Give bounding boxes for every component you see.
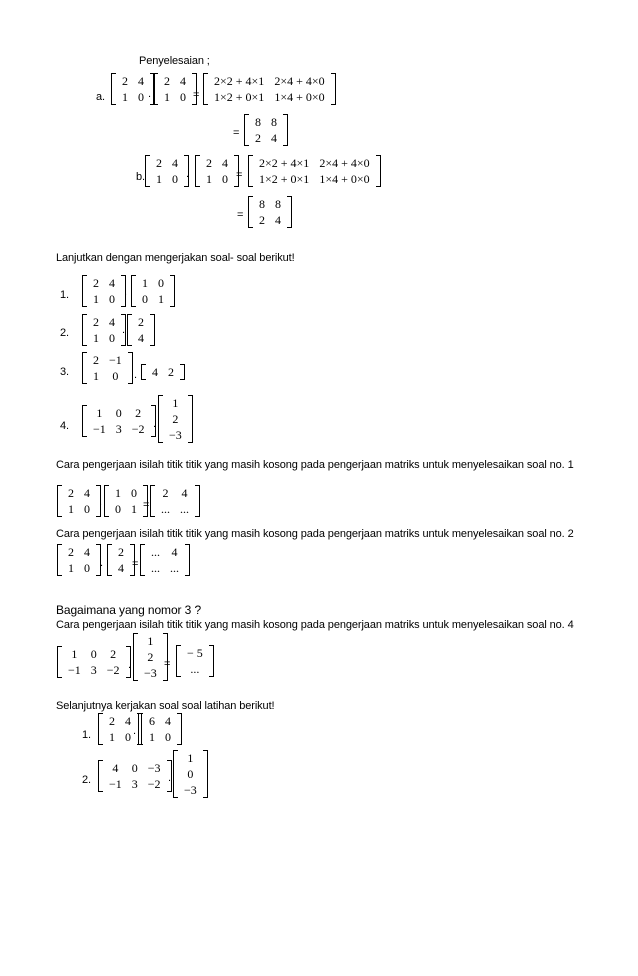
- matrix-cell: 6: [149, 714, 155, 728]
- example-b-matrix-2: [195, 155, 239, 187]
- matrix-table: [147, 364, 179, 380]
- matrix-cell: 4: [180, 74, 186, 88]
- matrix-cell: 2: [168, 365, 174, 379]
- matrix-cell: 2: [93, 276, 99, 290]
- matrix-table: [254, 196, 286, 228]
- matrix-cell: 8: [255, 115, 261, 129]
- matrix-table: [104, 713, 136, 745]
- matrix-cell: 0: [222, 172, 228, 186]
- matrix-cell: 0: [109, 292, 115, 306]
- matrix-cell: 8: [271, 115, 277, 129]
- matrix-cell: 2: [206, 156, 212, 170]
- matrix-table: [110, 485, 142, 517]
- equals-sign: =: [132, 558, 139, 570]
- matrix-cell: 2×4 + 4×0: [319, 156, 370, 170]
- matrix-cell: 4: [165, 714, 171, 728]
- matrix-cell: 1: [142, 276, 148, 290]
- matrix-cell: 0: [125, 730, 131, 744]
- example-a-matrix-2: [153, 73, 200, 105]
- matrix-table: [63, 544, 95, 576]
- matrix-cell: − 5: [187, 646, 203, 660]
- matrix-cell: 1: [172, 396, 179, 410]
- fill-1-matrix-1: [57, 485, 101, 517]
- dot-operator: .: [168, 772, 172, 784]
- matrix-cell: 4: [84, 486, 90, 500]
- matrix-cell: 4: [222, 156, 228, 170]
- example-a-label: a.: [96, 91, 105, 103]
- dot-operator: .: [124, 286, 128, 298]
- matrix-cell: 0: [138, 90, 144, 104]
- matrix-cell: ...: [151, 561, 160, 575]
- practice-2-matrix-2: [173, 750, 208, 798]
- dot-operator: .: [148, 88, 152, 100]
- matrix-cell: 2: [138, 315, 144, 329]
- exercise-1-matrix-2: [131, 275, 175, 307]
- matrix-cell: 0: [115, 406, 122, 420]
- fill-2-matrix-2: [107, 544, 135, 576]
- matrix-cell: 1: [131, 502, 137, 516]
- matrix-cell: 8: [275, 197, 281, 211]
- practice-1-matrix-2: [138, 713, 182, 745]
- matrix-cell: 3: [115, 422, 122, 436]
- matrix-cell: 3: [131, 777, 138, 791]
- matrix-table: [113, 544, 129, 576]
- matrix-cell: 2: [118, 545, 124, 559]
- matrix-cell: 1×2 + 0×1: [214, 90, 265, 104]
- matrix-cell: 1: [115, 486, 121, 500]
- exercise-number: 2.: [60, 327, 69, 339]
- exercise-1-matrix-1: [82, 275, 126, 307]
- matrix-cell: 1: [149, 730, 155, 744]
- matrix-cell: 1: [156, 172, 162, 186]
- matrix-table: [104, 760, 166, 792]
- dot-operator: .: [128, 659, 132, 671]
- dot-operator: .: [134, 369, 138, 381]
- matrix-cell: 2: [68, 486, 74, 500]
- equals-sign: =: [236, 169, 243, 181]
- matrix-cell: 4: [172, 156, 178, 170]
- matrix-cell: 1: [206, 172, 212, 186]
- exercise-number: 4.: [60, 420, 69, 432]
- matrix-cell: 8: [259, 197, 265, 211]
- matrix-cell: 4: [275, 213, 281, 227]
- example-b-label: b.: [136, 171, 145, 183]
- example-b-matrix-1: [145, 155, 189, 187]
- matrix-table: [133, 314, 149, 346]
- matrix-cell: 0: [142, 292, 148, 306]
- matrix-table: [88, 275, 120, 307]
- fill-instruction-1: Cara pengerjaan isilah titik titik yang masih kosong pada pengerjaan matriks untuk menyelesaikan soal no. 1: [56, 459, 574, 471]
- fill-1-result-matrix: [150, 485, 200, 517]
- matrix-cell: 1: [93, 369, 99, 383]
- matrix-cell: 4: [181, 486, 188, 500]
- example-a-expanded-matrix: [203, 73, 336, 105]
- matrix-cell: ...: [170, 561, 179, 575]
- matrix-cell: −2: [147, 777, 161, 791]
- practice-number: 2.: [82, 774, 91, 786]
- matrix-cell: 4: [152, 365, 158, 379]
- matrix-table: [250, 114, 282, 146]
- matrix-cell: 1: [109, 730, 115, 744]
- matrix-cell: 4: [271, 131, 277, 145]
- matrix-table: [117, 73, 152, 105]
- matrix-cell: 4: [109, 315, 115, 329]
- matrix-cell: −3: [144, 666, 157, 680]
- matrix-table: [201, 155, 233, 187]
- matrix-table: [164, 395, 187, 443]
- matrix-cell: 0: [187, 767, 194, 781]
- matrix-table: [139, 633, 162, 681]
- fill-1-matrix-2: [104, 485, 148, 517]
- matrix-table: [88, 314, 120, 346]
- exercise-3-matrix-1: [82, 352, 133, 384]
- matrix-cell: 1: [93, 331, 99, 345]
- matrix-cell: 1: [187, 751, 194, 765]
- matrix-cell: 1×4 + 0×0: [319, 172, 370, 186]
- equals-sign: =: [164, 658, 171, 670]
- matrix-cell: 0: [115, 502, 121, 516]
- matrix-cell: 0: [84, 502, 90, 516]
- fill-instruction-2: Cara pengerjaan isilah titik titik yang masih kosong pada pengerjaan matriks untuk menyelesaikan soal no. 2: [56, 528, 574, 540]
- matrix-cell: −2: [131, 422, 145, 436]
- matrix-cell: 2: [135, 406, 142, 420]
- matrix-cell: 0: [84, 561, 90, 575]
- matrix-cell: −1: [109, 777, 122, 791]
- dot-operator: .: [99, 496, 103, 508]
- matrix-cell: 2: [110, 647, 117, 661]
- dot-operator: .: [100, 557, 104, 569]
- matrix-cell: 1: [158, 292, 164, 306]
- exercise-number: 1.: [60, 289, 69, 301]
- matrix-cell: 2: [93, 315, 99, 329]
- matrix-cell: 0: [180, 90, 186, 104]
- equals-sign: =: [237, 209, 244, 221]
- matrix-table: [159, 73, 191, 105]
- matrix-cell: 4: [112, 761, 119, 775]
- matrix-cell: ...: [161, 502, 170, 516]
- instruction-text: Lanjutkan dengan mengerjakan soal- soal berikut!: [56, 252, 295, 264]
- matrix-cell: 2: [259, 213, 265, 227]
- exercise-4-matrix-1: [82, 405, 156, 437]
- matrix-cell: 2: [164, 74, 170, 88]
- practice-instruction: Selanjutnya kerjakan soal soal latihan berikut!: [56, 700, 275, 712]
- matrix-table: [209, 73, 330, 105]
- matrix-cell: 4: [138, 331, 144, 345]
- matrix-cell: −1: [109, 353, 122, 367]
- fill-4-matrix-1: [57, 646, 131, 678]
- exercise-number: 3.: [60, 366, 69, 378]
- matrix-cell: 4: [138, 74, 144, 88]
- matrix-cell: 4: [171, 545, 178, 559]
- matrix-cell: 0: [172, 172, 178, 186]
- matrix-table: [151, 155, 183, 187]
- fill-2-result-matrix: [140, 544, 190, 576]
- matrix-cell: 0: [90, 647, 97, 661]
- matrix-cell: 1×4 + 0×0: [274, 90, 325, 104]
- matrix-cell: 1: [68, 561, 74, 575]
- matrix-cell: 0: [158, 276, 164, 290]
- matrix-cell: 0: [131, 761, 138, 775]
- matrix-table: [88, 405, 150, 437]
- matrix-cell: 2: [255, 131, 261, 145]
- dot-operator: .: [186, 168, 190, 180]
- matrix-cell: 0: [109, 331, 115, 345]
- matrix-cell: 1: [147, 634, 154, 648]
- fill-instruction-4: Cara pengerjaan isilah titik titik yang masih kosong pada pengerjaan matriks untuk menyelesaikan soal no. 4: [56, 619, 574, 631]
- exercise-2-matrix-1: [82, 314, 126, 346]
- matrix-cell: 2: [109, 714, 115, 728]
- matrix-cell: 4: [109, 276, 115, 290]
- matrix-cell: 3: [90, 663, 97, 677]
- matrix-cell: 2: [162, 486, 169, 500]
- equals-sign: =: [233, 127, 240, 139]
- matrix-cell: 0: [165, 730, 171, 744]
- matrix-table: [182, 645, 208, 677]
- fill-4-matrix-2: [133, 633, 171, 681]
- matrix-cell: 2: [68, 545, 74, 559]
- matrix-cell: 2: [172, 412, 179, 426]
- matrix-cell: −3: [169, 428, 182, 442]
- matrix-cell: ...: [180, 502, 189, 516]
- matrix-cell: 2×4 + 4×0: [274, 74, 325, 88]
- exercise-4-matrix-2: [158, 395, 193, 443]
- matrix-cell: −3: [147, 761, 161, 775]
- fill-2-matrix-1: [57, 544, 104, 576]
- matrix-cell: 0: [131, 486, 137, 500]
- dot-operator: .: [133, 725, 137, 737]
- matrix-cell: 4: [118, 561, 124, 575]
- matrix-table: [137, 275, 169, 307]
- matrix-cell: −1: [93, 422, 106, 436]
- matrix-table: [254, 155, 375, 187]
- matrix-cell: 4: [84, 545, 90, 559]
- practice-number: 1.: [82, 729, 91, 741]
- matrix-cell: 2×2 + 4×1: [214, 74, 265, 88]
- matrix-table: [179, 750, 202, 798]
- dot-operator: .: [122, 324, 126, 336]
- matrix-table: [156, 485, 194, 517]
- matrix-cell: 4: [125, 714, 131, 728]
- dot-operator: .: [153, 418, 157, 430]
- matrix-cell: −2: [106, 663, 120, 677]
- exercise-2-matrix-2: [127, 314, 155, 346]
- matrix-cell: ...: [190, 662, 200, 676]
- matrix-cell: 1: [93, 292, 99, 306]
- matrix-table: [63, 485, 95, 517]
- matrix-table: [63, 646, 125, 678]
- equals-sign: =: [143, 499, 150, 511]
- solution-heading: Penyelesaian ;: [139, 55, 210, 67]
- matrix-cell: 1: [71, 647, 78, 661]
- matrix-cell: 2: [122, 74, 128, 88]
- equals-sign: =: [193, 89, 200, 101]
- example-a-result-matrix: [244, 114, 288, 146]
- question-3: Bagaimana yang nomor 3 ?: [56, 603, 202, 617]
- example-b-result-matrix: [248, 196, 292, 228]
- matrix-cell: ...: [151, 545, 160, 559]
- matrix-cell: 1: [164, 90, 170, 104]
- practice-2-matrix-1: [98, 760, 172, 792]
- matrix-cell: 0: [112, 369, 119, 383]
- matrix-cell: 2: [93, 353, 99, 367]
- matrix-cell: 2×2 + 4×1: [259, 156, 310, 170]
- matrix-cell: 1: [96, 406, 103, 420]
- matrix-table: [88, 352, 127, 384]
- matrix-cell: −1: [68, 663, 81, 677]
- fill-4-result-matrix: [176, 645, 214, 677]
- matrix-cell: 2: [156, 156, 162, 170]
- matrix-cell: 1: [68, 502, 74, 516]
- example-b-expanded-matrix: [248, 155, 381, 187]
- matrix-cell: −3: [184, 783, 197, 797]
- exercise-3-matrix-2: [141, 364, 185, 380]
- matrix-cell: 1: [122, 90, 128, 104]
- matrix-table: [144, 713, 176, 745]
- matrix-cell: 1×2 + 0×1: [259, 172, 310, 186]
- matrix-table: [146, 544, 184, 576]
- matrix-cell: 2: [147, 650, 154, 664]
